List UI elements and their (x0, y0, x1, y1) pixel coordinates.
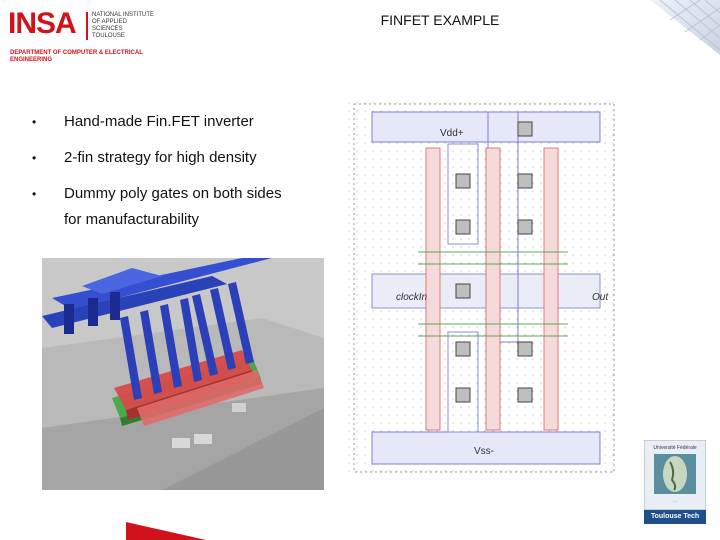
bullet-marker: • (32, 115, 37, 129)
toulouse-tech-logo (644, 440, 706, 524)
bullet-marker: • (32, 187, 37, 201)
bullet-item (30, 148, 330, 184)
red-corner-decoration (126, 522, 206, 540)
logo-institute-text (92, 12, 162, 40)
logo-divider (86, 12, 88, 40)
logo-line: NATIONAL INSTITUTE (92, 12, 155, 18)
department-text (10, 50, 160, 64)
bullet-text: Hand-made Fin.FET inverter (64, 113, 254, 130)
bullet-text: 2-fin strategy for high density (64, 149, 257, 166)
bullet-continuation: for manufacturability (64, 211, 200, 228)
logo-wordmark: INSA (8, 7, 76, 40)
bullet-list (30, 112, 330, 220)
bullet-text: Dummy poly gates on both sides (64, 185, 282, 202)
finfet-3d-image (42, 258, 324, 490)
dept-line: DEPARTMENT OF COMPUTER & ELECTRICAL (10, 50, 143, 56)
vdd-label: Vdd+ (440, 128, 464, 139)
svg-text:...: ... (673, 498, 677, 503)
bullet-marker: • (32, 151, 37, 165)
clockin-label: clockIn (396, 292, 428, 303)
logo-line: TOULOUSE (92, 33, 125, 39)
logo-top-text: Université Fédérale (653, 445, 697, 451)
insa-logo (8, 7, 155, 66)
dept-line: ENGINEERING (10, 57, 53, 63)
bullet-item (30, 112, 330, 148)
toulouse-tech-emblem (644, 440, 706, 510)
vss-label: Vss- (474, 446, 494, 457)
finfet-layout-drawing (348, 102, 620, 474)
logo-line: OF APPLIED (92, 19, 128, 25)
out-label: Out (592, 292, 609, 303)
logo-bottom-text: Toulouse Tech (644, 510, 706, 524)
corner-decoration (640, 0, 720, 60)
logo-line: SCIENCES (92, 26, 123, 32)
slide-title: FINFET EXAMPLE (380, 12, 500, 28)
